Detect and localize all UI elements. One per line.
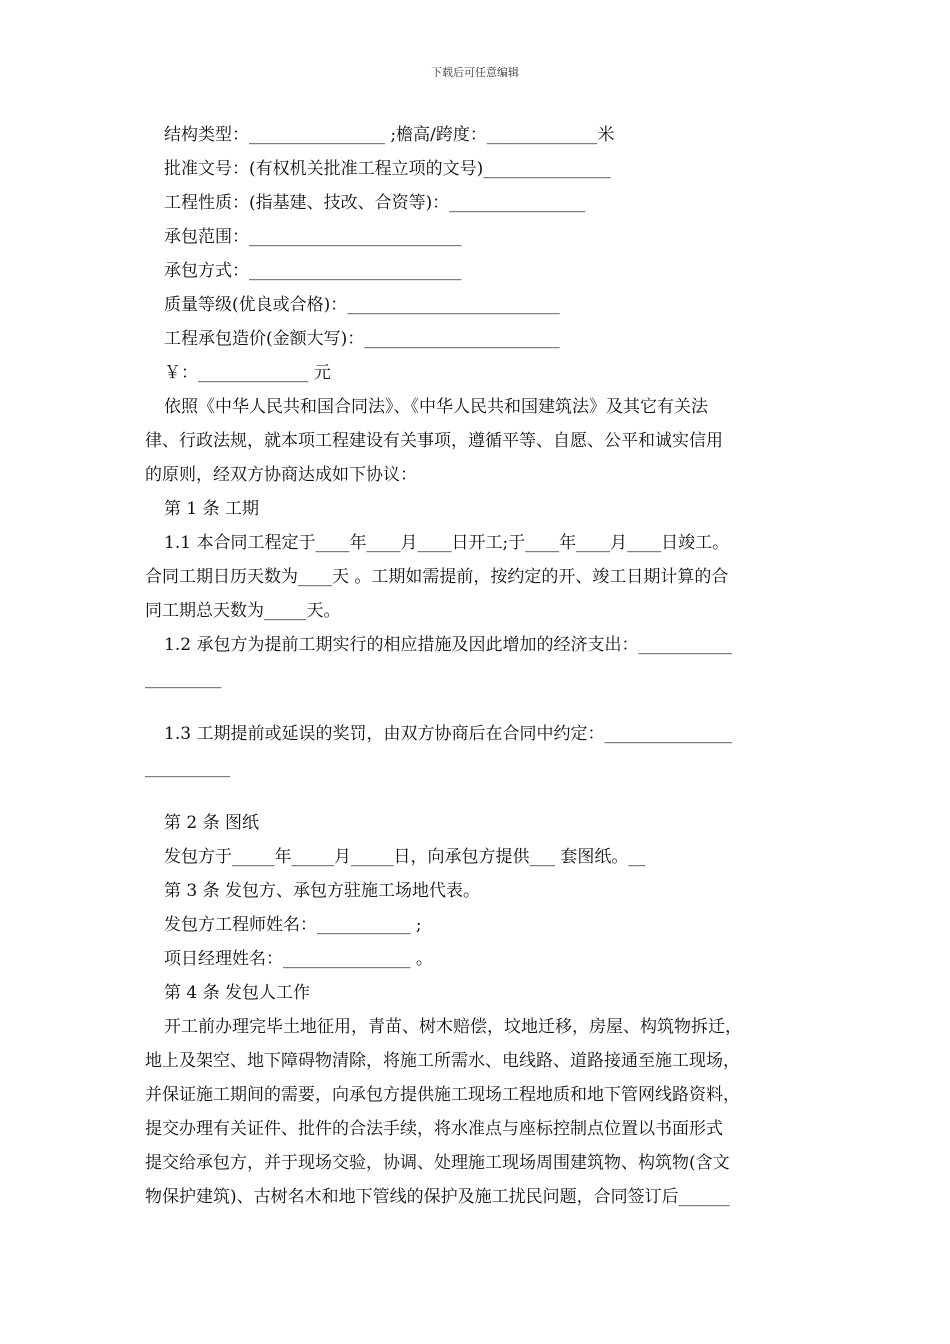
text-line: 1.3 工期提前或延误的奖罚，由双方协商后在合同中约定：_______________ [164,724,732,744]
line-gap [145,696,810,717]
text-line: 1.1 本合同工程定于____年____月____日开工;于____年____月____日竣工。 [164,533,730,553]
text-line: 提交给承包方，并于现场交验，协调、处理施工现场周围建筑物、构筑物(含文 [145,1153,730,1173]
text-line: 工程性质：(指基建、技改、合资等)：________________ [164,193,586,213]
text-line: 物保护建筑)、古树名木和地下管线的保护及施工扰民问题，合同签订后______ [145,1187,730,1207]
line-gap [145,785,810,806]
text-line: 第 1 条 工期 [164,499,260,519]
text-line: ￥：_____________ 元 [164,363,331,383]
text-line: 提交办理有关证件、批件的合法手续，将水准点与座标控制点位置以书面形式 [145,1119,723,1139]
text-line: 合同工期日历天数为____天 。工期如需提前，按约定的开、竣工日期计算的合 [145,567,729,587]
text-line: _________ [145,669,222,689]
text-line: 批准文号：(有权机关批准工程立项的文号)_______________ [164,159,611,179]
text-line: 第 4 条 发包人工作 [164,983,311,1003]
text-line: 发包方于_____年_____月_____日，向承包方提供___ 套图纸。__ [164,847,646,867]
text-line: 的原则，经双方协商达成如下协议： [145,465,417,485]
text-line: 地上及架空、地下障碍物清除，将施工所需水、电线路、道路接通至施工现场， [145,1051,740,1071]
text-line: 结构类型：________________ ;檐高/跨度：_____________米 [164,125,615,145]
text-line: __________ [145,758,230,778]
text-line: 项日经理姓名：_______________ 。 [164,949,433,969]
text-line: 律、行政法规，就本项工程建设有关事项，遵循平等、自愿、公平和诚实信用 [145,431,723,451]
document-body [145,118,810,1214]
text-line: 发包方工程师姓名：___________ ; [164,915,422,935]
text-line: 第 2 条 图纸 [164,813,260,833]
text-line: 同工期总天数为_____天。 [145,601,341,621]
text-line: 第 3 条 发包方、承包方驻施工场地代表。 [164,881,481,901]
text-line: 承包方式：_________________________ [164,261,462,281]
text-line: 质量等级(优良或合格)：_________________________ [164,295,560,315]
text-line: 承包范围：_________________________ [164,227,462,247]
text-line: 并保证施工期间的需要，向承包方提供施工现场工程地质和地下管网线路资料， [145,1085,740,1105]
text-line: 依照《中华人民共和国合同法》、《中华人民共和国建筑法》及其它有关法 [164,397,708,417]
text-line: 工程承包造价(金额大写)：_______________________ [164,329,560,349]
text-line: 开工前办理完毕土地征用，青苗、树木赔偿，坟地迁移，房屋、构筑物拆迁， [164,1017,742,1037]
text-line: 1.2 承包方为提前工期实行的相应措施及因此增加的经济支出：___________ [164,635,732,655]
page-header: 下载后可任意编辑 [431,66,519,79]
